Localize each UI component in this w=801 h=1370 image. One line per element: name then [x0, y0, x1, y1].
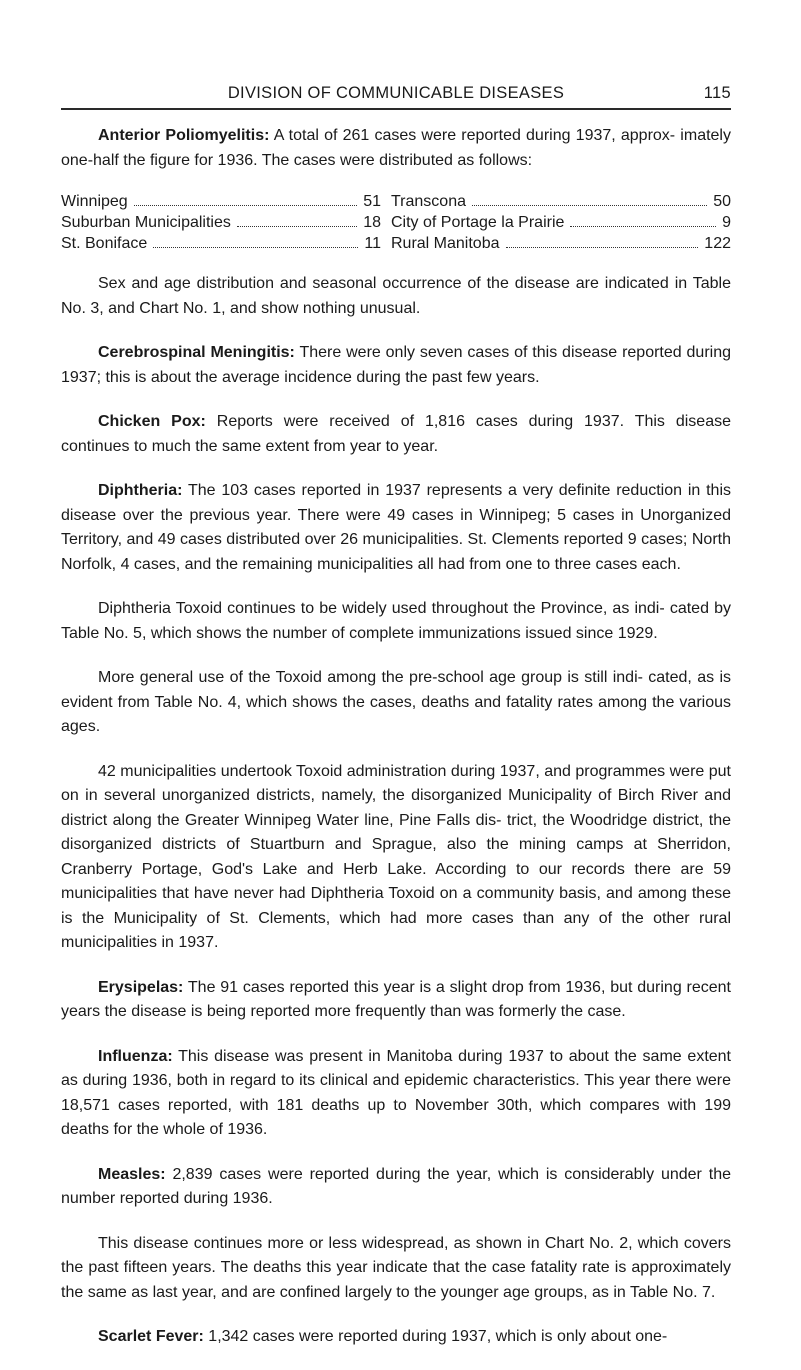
- heading-influenza: Influenza:: [98, 1047, 173, 1065]
- distribution-row: [391, 211, 731, 232]
- paragraph-toxoid-2: More general use of the Toxoid among the pre-school age group is still indi- cated, as is evident from Table No. 4, which shows the cases, deaths and fatality rates among the various ages.: [61, 669, 731, 735]
- distribution-name: Transcona: [391, 193, 466, 210]
- page-title: DIVISION OF COMMUNICABLE DISEASES: [227, 84, 565, 102]
- text-scarlet-fever: 1,342 cases were reported during 1937, which is only about one-: [203, 1328, 668, 1345]
- distribution-name: Rural Manitoba: [391, 235, 500, 252]
- page-number: 115: [703, 84, 731, 102]
- text-erysipelas: The 91 cases reported this year is a slight drop from 1936, but during recent years the disease is being reported more frequently than was formerly the case.: [61, 978, 731, 1020]
- leader-dots: [506, 246, 699, 248]
- heading-meningitis: Cerebrospinal Meningitis:: [98, 344, 295, 361]
- distribution-count: 122: [704, 235, 731, 252]
- distribution-row: [391, 190, 731, 211]
- text-measles: 2,839 cases were reported during the year, which is considerably under the number reported during 1936.: [61, 1165, 731, 1207]
- page-header: [61, 80, 731, 110]
- heading-erysipelas: Erysipelas:: [98, 978, 184, 996]
- distribution-count: 11: [364, 235, 381, 252]
- paragraph-toxoid-1: Diphtheria Toxoid continues to be widely used throughout the Province, as indi- cated by Table No. 5, which shows the number of complete immunizations issued since 1929.: [61, 600, 731, 642]
- paragraph-polio-followup: Sex and age distribution and seasonal occurrence of the disease are indicated in Table No. 3, and Chart No. 1, and show nothing unusual.: [61, 275, 731, 317]
- leader-dots: [153, 246, 358, 248]
- distribution-row: [61, 211, 381, 232]
- heading-chicken-pox: Chicken Pox:: [98, 413, 206, 430]
- heading-poliomyelitis: Anterior Poliomyelitis:: [98, 127, 270, 144]
- paragraph-measles: [61, 1163, 731, 1212]
- distribution-name: St. Boniface: [61, 235, 148, 252]
- distribution-name: City of Portage la Prairie: [391, 214, 565, 231]
- leader-dots: [472, 204, 707, 206]
- heading-measles: Measles:: [98, 1165, 166, 1183]
- paragraph-poliomyelitis: [61, 124, 731, 173]
- text-diphtheria: The 103 cases reported in 1937 represents a very definite reduction in this disease over the previous year. There were 49 cases in Winnipeg; 5 cases in Unorganized Territory, and 49 cases distributed over 26 municipalities. St. Clements reported 9 cases; North Norfolk, 4 cases, and the remaining municipalities all had from one to three cases each.: [61, 482, 731, 573]
- leader-dots: [570, 225, 716, 227]
- heading-diphtheria: Diphtheria:: [98, 482, 183, 499]
- distribution-count: 9: [722, 214, 731, 231]
- distribution-right-column: [391, 190, 731, 253]
- text-poliomyelitis: A total of 261 cases were reported during 1937, approx- imately one-half the figure for 1936. The cases were distributed as follows:: [61, 127, 731, 169]
- distribution-count: 18: [363, 214, 381, 231]
- distribution-name: Suburban Municipalities: [61, 214, 231, 231]
- text-influenza: This disease was present in Manitoba during 1937 to about the same extent as during 1936, both in regard to its clinical and epidemic characteristics. This year there were 18,571 cases reported, with 181 deaths up to November 30th, which compares with 199 deaths for the whole of 1936.: [61, 1047, 731, 1138]
- heading-scarlet-fever: Scarlet Fever:: [98, 1328, 204, 1345]
- leader-dots: [134, 204, 358, 206]
- paragraph-meningitis: [61, 341, 731, 390]
- text-chicken-pox: Reports were received of 1,816 cases during 1937. This disease continues to much the same extent from year to year.: [61, 413, 732, 455]
- paragraph-scarlet-fever: [61, 1325, 731, 1350]
- paragraph-diphtheria: [61, 479, 731, 577]
- distribution-count: 50: [713, 193, 731, 210]
- distribution-count: 51: [363, 193, 381, 210]
- leader-dots: [237, 225, 357, 227]
- paragraph-erysipelas: [61, 976, 731, 1025]
- document-body: [61, 124, 731, 1350]
- paragraph-toxoid-3: 42 municipalities undertook Toxoid administration during 1937, and programmes were put on in several unorganized districts, namely, the disorganized Municipality of Birch River and district along the Greater Winnipeg Water line, Pine Falls dis- trict, the Woodridge district, the disorganized districts of Stuartburn and Sprague, also the mining camps at Sherridon, Cranberry Portage, God's Lake and Herb Lake. According to our records there are 59 municipalities that have never had Diphtheria Toxoid on a community basis, and among these is the Municipality of St. Clements, which had more cases than any of the other rural municipalities in 1937.: [61, 762, 731, 951]
- distribution-name: Winnipeg: [61, 193, 128, 210]
- polio-distribution-table: [61, 190, 731, 253]
- paragraph-chicken-pox: [61, 410, 731, 459]
- document-page: [61, 80, 731, 1370]
- text-meningitis: There were only seven cases of this disease reported during 1937; this is about the average incidence during the past few years.: [61, 344, 731, 386]
- paragraph-influenza: [61, 1045, 731, 1143]
- distribution-row: [61, 190, 381, 211]
- paragraph-measles-followup: This disease continues more or less widespread, as shown in Chart No. 2, which covers the past fifteen years. The deaths this year indicate that the case fatality rate is approximately the same as last year, and are confined largely to the younger age groups, as in Table No. 7.: [61, 1234, 731, 1301]
- distribution-left-column: [61, 190, 381, 253]
